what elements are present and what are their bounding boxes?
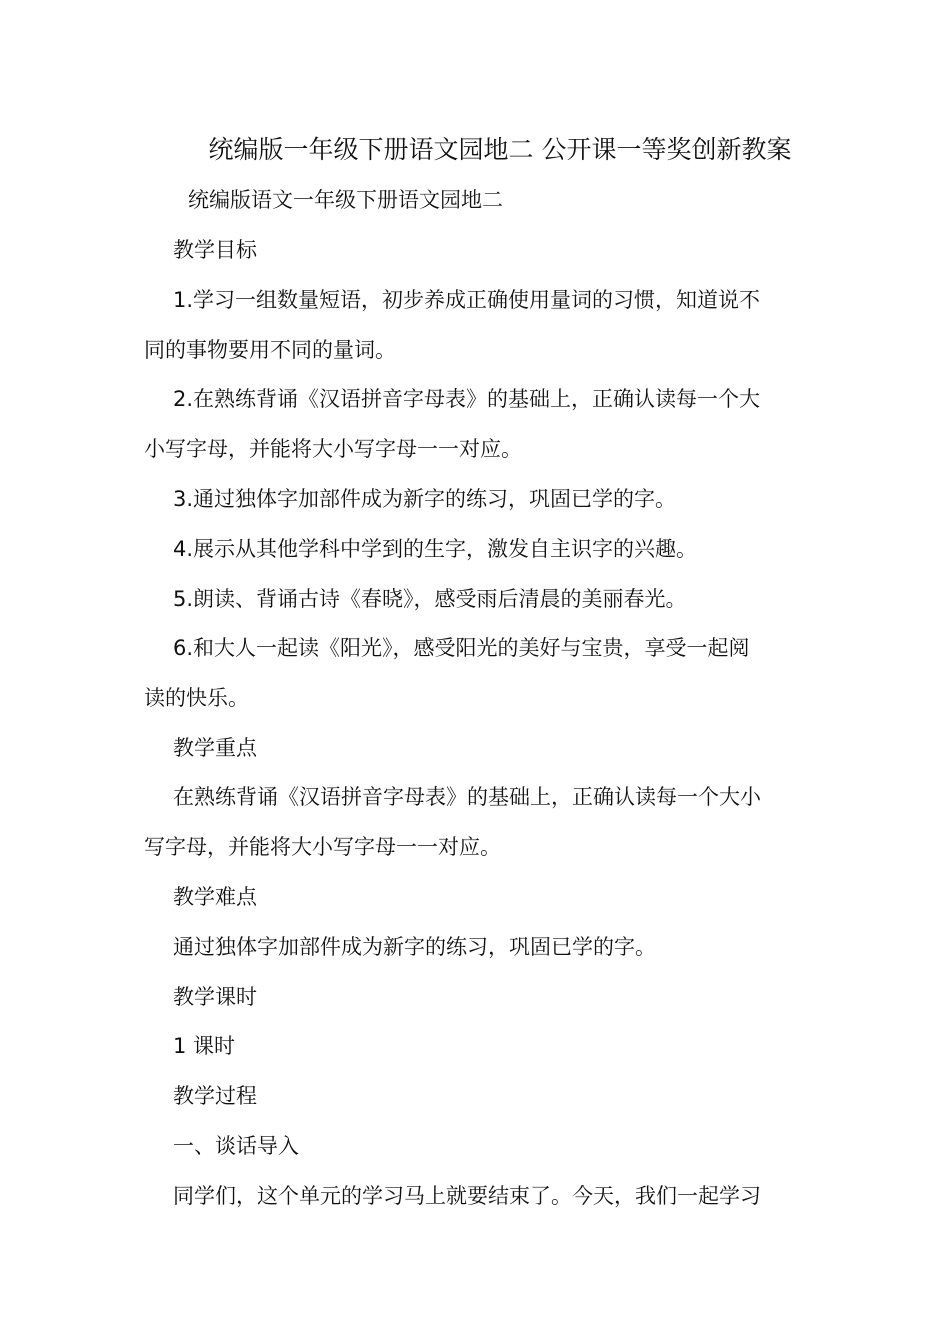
heading-hours: 教学课时 — [173, 985, 257, 1009]
intro-line-1: 同学们，这个单元的学习马上就要结束了。今天，我们一起学习 — [173, 1184, 761, 1208]
goal-6-line-1: 6.和大人一起读《阳光》，感受阳光的美好与宝贵，享受一起阅 — [173, 636, 750, 660]
difficulty-text: 通过独体字加部件成为新字的练习，巩固已学的字。 — [173, 935, 656, 959]
goal-1-line-2: 同的事物要用不同的量词。 — [144, 338, 396, 362]
document-subtitle: 统编版语文一年级下册语文园地二 — [188, 188, 503, 212]
key-line-1: 在熟练背诵《汉语拼音字母表》的基础上，正确认读每一个大小 — [173, 785, 761, 809]
hours-text: 1 课时 — [173, 1034, 236, 1058]
goal-5: 5.朗读、背诵古诗《春晓》，感受雨后清晨的美丽春光。 — [173, 587, 687, 611]
goal-4: 4.展示从其他学科中学到的生字，激发自主识字的兴趣。 — [173, 537, 698, 561]
heading-difficulty: 教学难点 — [173, 885, 257, 909]
key-line-2: 写字母，并能将大小写字母一一对应。 — [144, 835, 501, 859]
goal-1-line-1: 1.学习一组数量短语，初步养成正确使用量词的习惯，知道说不 — [173, 288, 761, 312]
heading-key-points: 教学重点 — [173, 736, 257, 760]
heading-process: 教学过程 — [173, 1084, 257, 1108]
goal-2-line-1: 2.在熟练背诵《汉语拼音字母表》的基础上，正确认读每一个大 — [173, 387, 761, 411]
document-title: 统编版一年级下册语文园地二 公开课一等奖创新教案 — [208, 135, 792, 164]
goal-2-line-2: 小写字母，并能将大小写字母一一对应。 — [144, 437, 522, 461]
section-1-heading: 一、谈话导入 — [173, 1134, 299, 1158]
heading-goals: 教学目标 — [173, 238, 257, 262]
goal-3: 3.通过独体字加部件成为新字的练习，巩固已学的字。 — [173, 487, 677, 511]
goal-6-line-2: 读的快乐。 — [144, 686, 249, 710]
